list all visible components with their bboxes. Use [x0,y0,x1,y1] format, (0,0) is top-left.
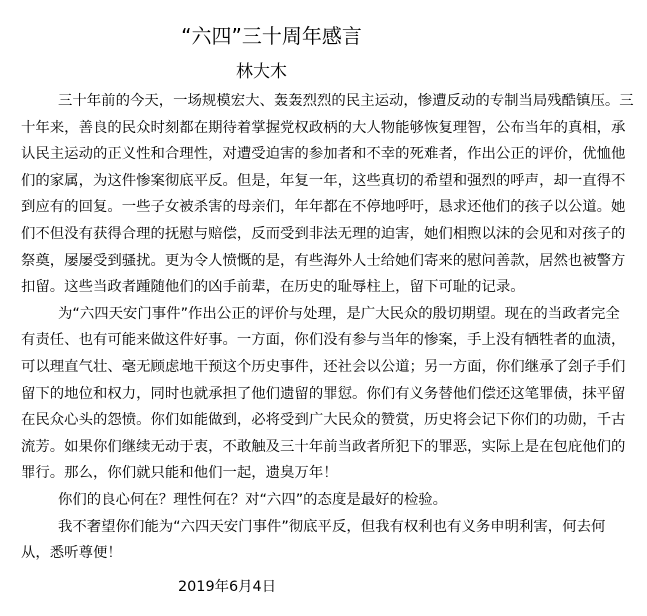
text-line: 们的家属，为这件惨案彻底平反。但是，年复一年，这些真切的希望和强烈的呼声，却一直得不 [21,172,626,189]
author-name: 林大木 [236,62,287,82]
document-title [0,22,647,50]
text-line: 流芳。如果你们继续无动于衷，不敢触及三十年前当政者所犯下的罪恶，实际上是在包庇他们的 [21,438,626,455]
paragraph-3 [21,487,631,514]
text-line: 从，悉听尊便！ [21,545,122,562]
paragraph-2 [21,301,631,487]
text-line: 认民主运动的正义性和合理性，对遭受迫害的参加者和不幸的死难者，作出公正的评价，优恤他 [21,146,626,163]
text-line: 扣留。这些当政者踵随他们的凶手前辈，在历史的耻辱柱上，留下可耻的记录。 [21,279,525,296]
text-line: 可以理直气壮、毫无顾虑地干预这个历史事件，还社会以公道；另一方面，你们继承了刽子手们 [21,358,626,375]
title-text: “六四”三十周年感言 [181,24,362,48]
document-body [21,88,634,567]
text-line: 十年来，善良的民众时刻都在期待着掌握党权政柄的大人物能够恢复理智，公布当年的真相，承 [21,119,626,136]
text-line: 祭奠，屡屡受到骚扰。更为令人愤慨的是，有些海外人士给她们寄来的慰问善款，居然也被警方 [21,252,626,269]
text-line: 留下的地位和权力，同时也就承担了他们遗留的罪愆。你们有义务替他们偿还这笔罪债，抹平留 [21,385,626,402]
text-line: 你们的良心何在？理性何在？对“六四”的态度是最好的检验。 [58,491,448,508]
text-line: 我不奢望你们能为“六四天安门事件”彻底平反，但我有权利也有义务申明利害，何去何 [58,518,606,535]
paragraph-1 [21,88,634,301]
text-line: 为“六四天安门事件”作出公正的评价与处理，是广大民众的殷切期望。现在的当政者完全 [58,305,620,322]
text-line: 在民众心头的怨愤。你们如能做到，必将受到广大民众的赞赏，历史将会记下你们的功勋，千古 [21,412,626,429]
document-date: 2019年6月4日 [178,579,277,595]
text-line: 们不但没有获得合理的抚慰与赔偿，反而受到非法无理的迫害，她们相煦以沫的会见和对孩子的 [21,225,626,242]
text-line: 到应有的回复。一些子女被杀害的母亲们，年年都在不停地呼吁，恳求还他们的孩子以公道。她 [21,199,626,216]
text-line: 罪行。那么，你们就只能和他们一起，遗臭万年！ [21,465,338,482]
text-line: 三十年前的今天，一场规模宏大、轰轰烈烈的民主运动，惨遭反动的专制当局残酷镇压。三 [58,93,634,109]
text-line: 有责任、也有可能来做这件好事。一方面，你们没有参与当年的惨案，手上没有牺牲者的血渍， [21,332,626,349]
paragraph-4 [21,514,631,567]
